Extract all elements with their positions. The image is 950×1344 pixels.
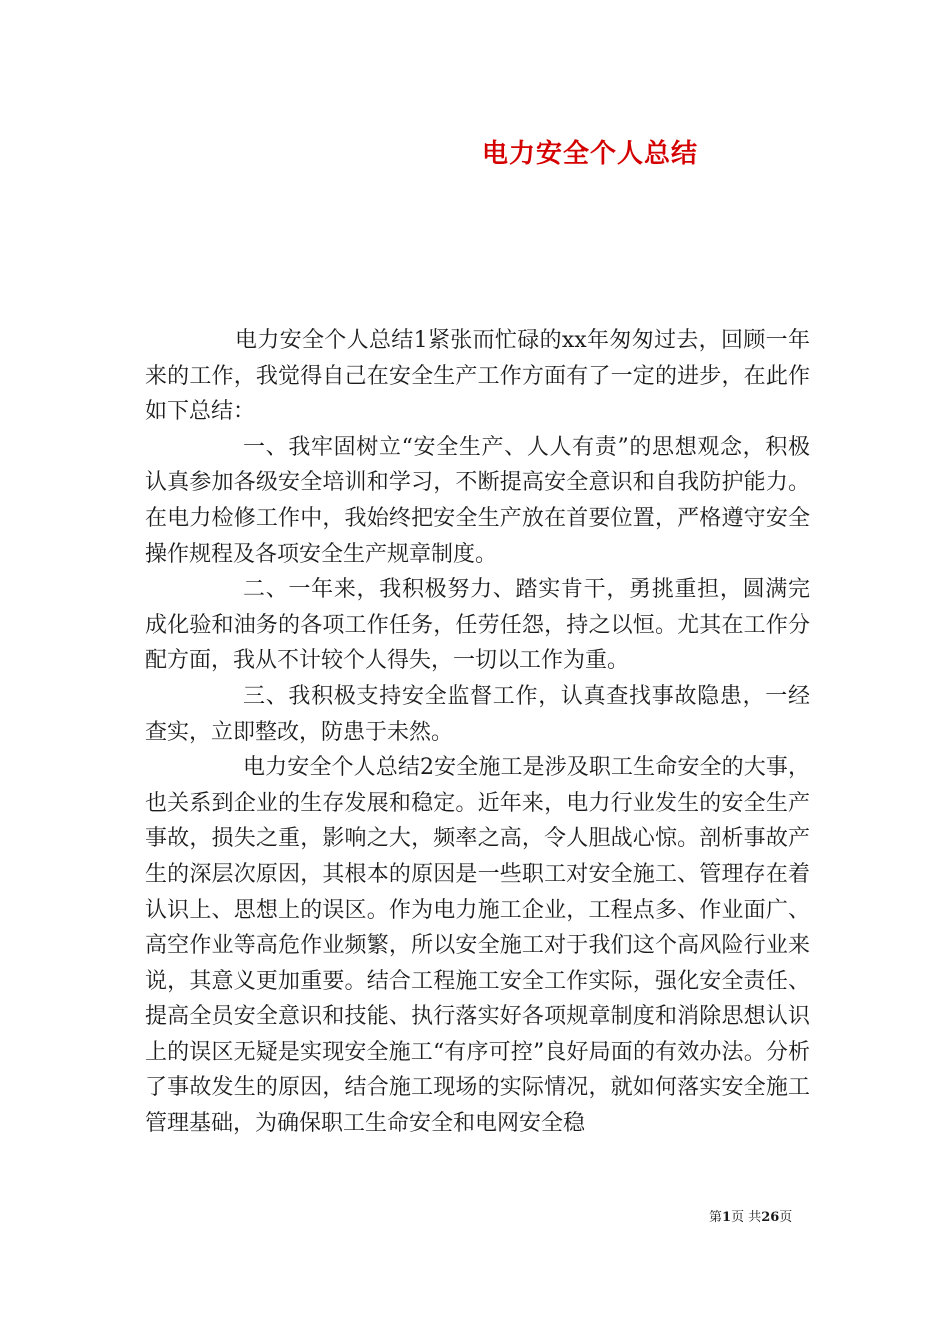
paragraph-point-three: 三、我积极支持安全监督工作，认真查找事故隐患，一经查实，立即整改，防患于未然。: [145, 683, 810, 745]
page-number-footer: [709, 1206, 792, 1225]
footer-middle: 页 共: [731, 1210, 762, 1225]
footer-total-pages: 26: [761, 1210, 780, 1225]
footer-prefix: 第: [709, 1210, 723, 1225]
paragraph-summary-1-intro: 电力安全个人总结1紧张而忙碌的xx年匆匆过去，回顾一年来的工作，我觉得自己在安全生产工作方面有了一定的进步，在此作如下总结：: [145, 328, 810, 425]
footer-current-page: 1: [722, 1210, 732, 1225]
paragraph-point-one: 一、我牢固树立“安全生产、人人有责”的思想观念，积极认真参加各级安全培训和学习，不断提高安全意识和自我防护能力。在电力检修工作中，我始终把安全生产放在首要位置，严格遵守安全操作规程及各项安全生产规章制度。: [145, 434, 810, 567]
footer-suffix: 页: [779, 1210, 793, 1225]
document-title: 电力安全个人总结: [481, 139, 698, 169]
paragraph-point-two: 二、一年来，我积极努力、踏实肯干，勇挑重担，圆满完成化验和油务的各项工作任务，任劳任怨，持之以恒。尤其在工作分配方面，我从不计较个人得失，一切以工作为重。: [145, 577, 810, 674]
paragraph-summary-2: 电力安全个人总结2安全施工是涉及职工生命安全的大事，也关系到企业的生存发展和稳定。近年来，电力行业发生的安全生产事故，损失之重，影响之大，频率之高，令人胆战心惊。剖析事故产生的深层次原因，其根本的原因是一些职工对安全施工、管理存在着认识上、思想上的误区。作为电力施工企业，工程点多、作业面广、高空作业等高危作业频繁，所以安全施工对于我们这个高风险行业来说，其意义更加重要。结合工程施工安全工作实际，强化安全责任、提高全员安全意识和技能、执行落实好各项规章制度和消除思想认识上的误区无疑是实现安全施工“有序可控”良好局面的有效办法。分析了事故发生的原因，结合施工现场的实际情况，就如何落实安全施工管理基础，为确保职工生命安全和电网安全稳: [145, 755, 810, 1137]
document-body: [145, 323, 810, 1142]
